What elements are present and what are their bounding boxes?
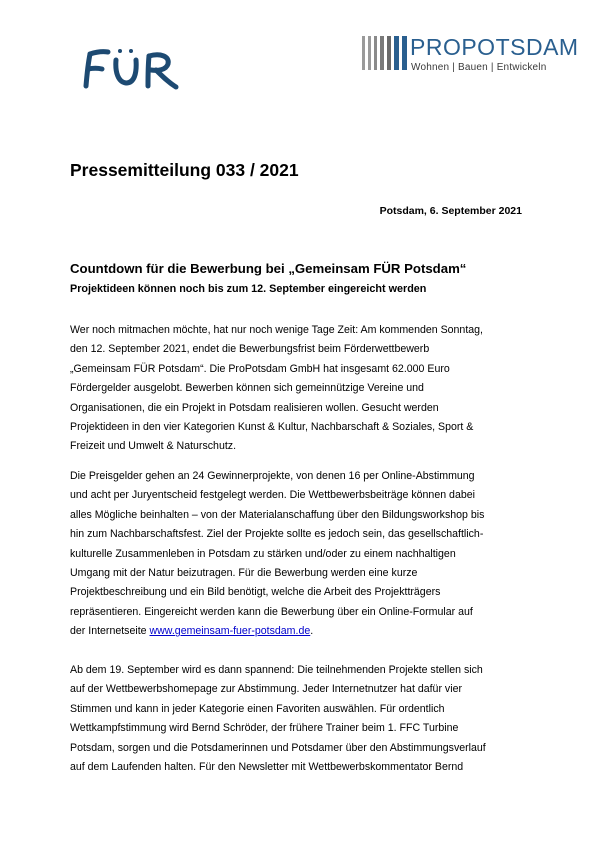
paragraph-line: hin zum Nachbarschaftsfest. Ziel der Projekte sollte es jedoch sein, das gesellschaftlich- (70, 528, 484, 541)
paragraph-3 (70, 661, 530, 777)
paragraph-line: Potsdam, sorgen und die Potsdamerinnen und Potsdamer über den Abstimmungsverlauf (70, 741, 486, 754)
propotsdam-logo (362, 34, 579, 76)
paragraph-1 (70, 321, 530, 457)
paragraph-line: Fördergelder ausgelobt. Bewerben können sich gemeinnützige Vereine und (70, 382, 424, 395)
paragraph-line: und acht per Juryentscheid festgelegt werden. Die Wettbewerbsbeiträge können dabei (70, 489, 475, 502)
link-prefix: der Internetseite (70, 625, 150, 638)
paragraph-line: kulturelle Zusammenleben in Potsdam zu stärken und/oder zu einem nachhaltigen (70, 547, 456, 560)
paragraph-line: Projektideen in den vier Kategorien Kunst & Kultur, Nachbarschaft & Soziales, Sport & (70, 420, 474, 433)
paragraph-line: repräsentieren. Eingereicht werden kann die Bewerbung über ein Online-Formular auf (70, 605, 473, 618)
propotsdam-stripes-icon (362, 36, 408, 70)
paragraph-line: alles Mögliche beinhalten – von der Materialanschaffung über den Bildungsworkshop bis (70, 508, 485, 521)
document-title: Pressemitteilung 033 / 2021 (70, 160, 299, 180)
paragraph-line: Wettkampfstimmung wird Bernd Schröder, der frühere Trainer beim 1. FFC Turbine (70, 722, 459, 735)
paragraph-line: Ab dem 19. September wird es dann spannend: Die teilnehmenden Projekte stellen sich (70, 664, 483, 676)
paragraph-line: Projektbeschreibung und ein Bild benötigt, welche die Arbeit des Projektträgers (70, 586, 441, 599)
propotsdam-pro: PRO (410, 34, 462, 60)
paragraph-line: Wer noch mitmachen möchte, hat nur noch wenige Tage Zeit: Am kommenden Sonntag, (70, 324, 483, 336)
propotsdam-potsdam: POTSDAM (461, 34, 579, 60)
paragraph-line: Freizeit und Umwelt & Naturschutz. (70, 440, 237, 453)
paragraph-line-with-link (70, 622, 530, 641)
paragraph-line: auf der Wettbewerbshomepage zur Abstimmung. Jeder Internetnutzer hat dafür vier (70, 683, 462, 696)
paragraph-line: Umgang mit der Natur beizutragen. Für die Bewerbung werden eine kurze (70, 566, 418, 579)
dateline: Potsdam, 6. September 2021 (379, 205, 522, 217)
paragraph-2 (70, 467, 530, 642)
paragraph-line: den 12. September 2021, endet die Bewerbungsfrist beim Förderwettbewerb (70, 343, 430, 356)
paragraph-line: Die Preisgelder gehen an 24 Gewinnerprojekte, von denen 16 per Online-Abstimmung (70, 470, 475, 482)
propotsdam-tagline: Wohnen | Bauen | Entwickeln (411, 62, 547, 73)
fur-logo (78, 42, 188, 92)
subheadline: Projektideen können noch bis zum 12. September eingereicht werden (70, 283, 427, 295)
propotsdam-wordmark (410, 34, 579, 61)
paragraph-line: Organisationen, die ein Projekt in Potsdam realisieren wollen. Gesucht werden (70, 401, 439, 414)
fur-logo-graphic (78, 42, 188, 92)
link-suffix: . (310, 625, 314, 638)
website-link[interactable]: www.gemeinsam-fuer-potsdam.de (149, 625, 311, 638)
paragraph-line: „Gemeinsam FÜR Potsdam“. Die ProPotsdam GmbH hat insgesamt 62.000 Euro (70, 362, 450, 375)
headline: Countdown für die Bewerbung bei „Gemeinsam FÜR Potsdam“ (70, 261, 467, 276)
paragraph-line: auf dem Laufenden halten. Für den Newsletter mit Wettbewerbskommentator Bernd (70, 760, 464, 773)
paragraph-line: Stimmen und kann in jeder Kategorie einen Favoriten auswählen. Für ordentlich (70, 702, 445, 715)
